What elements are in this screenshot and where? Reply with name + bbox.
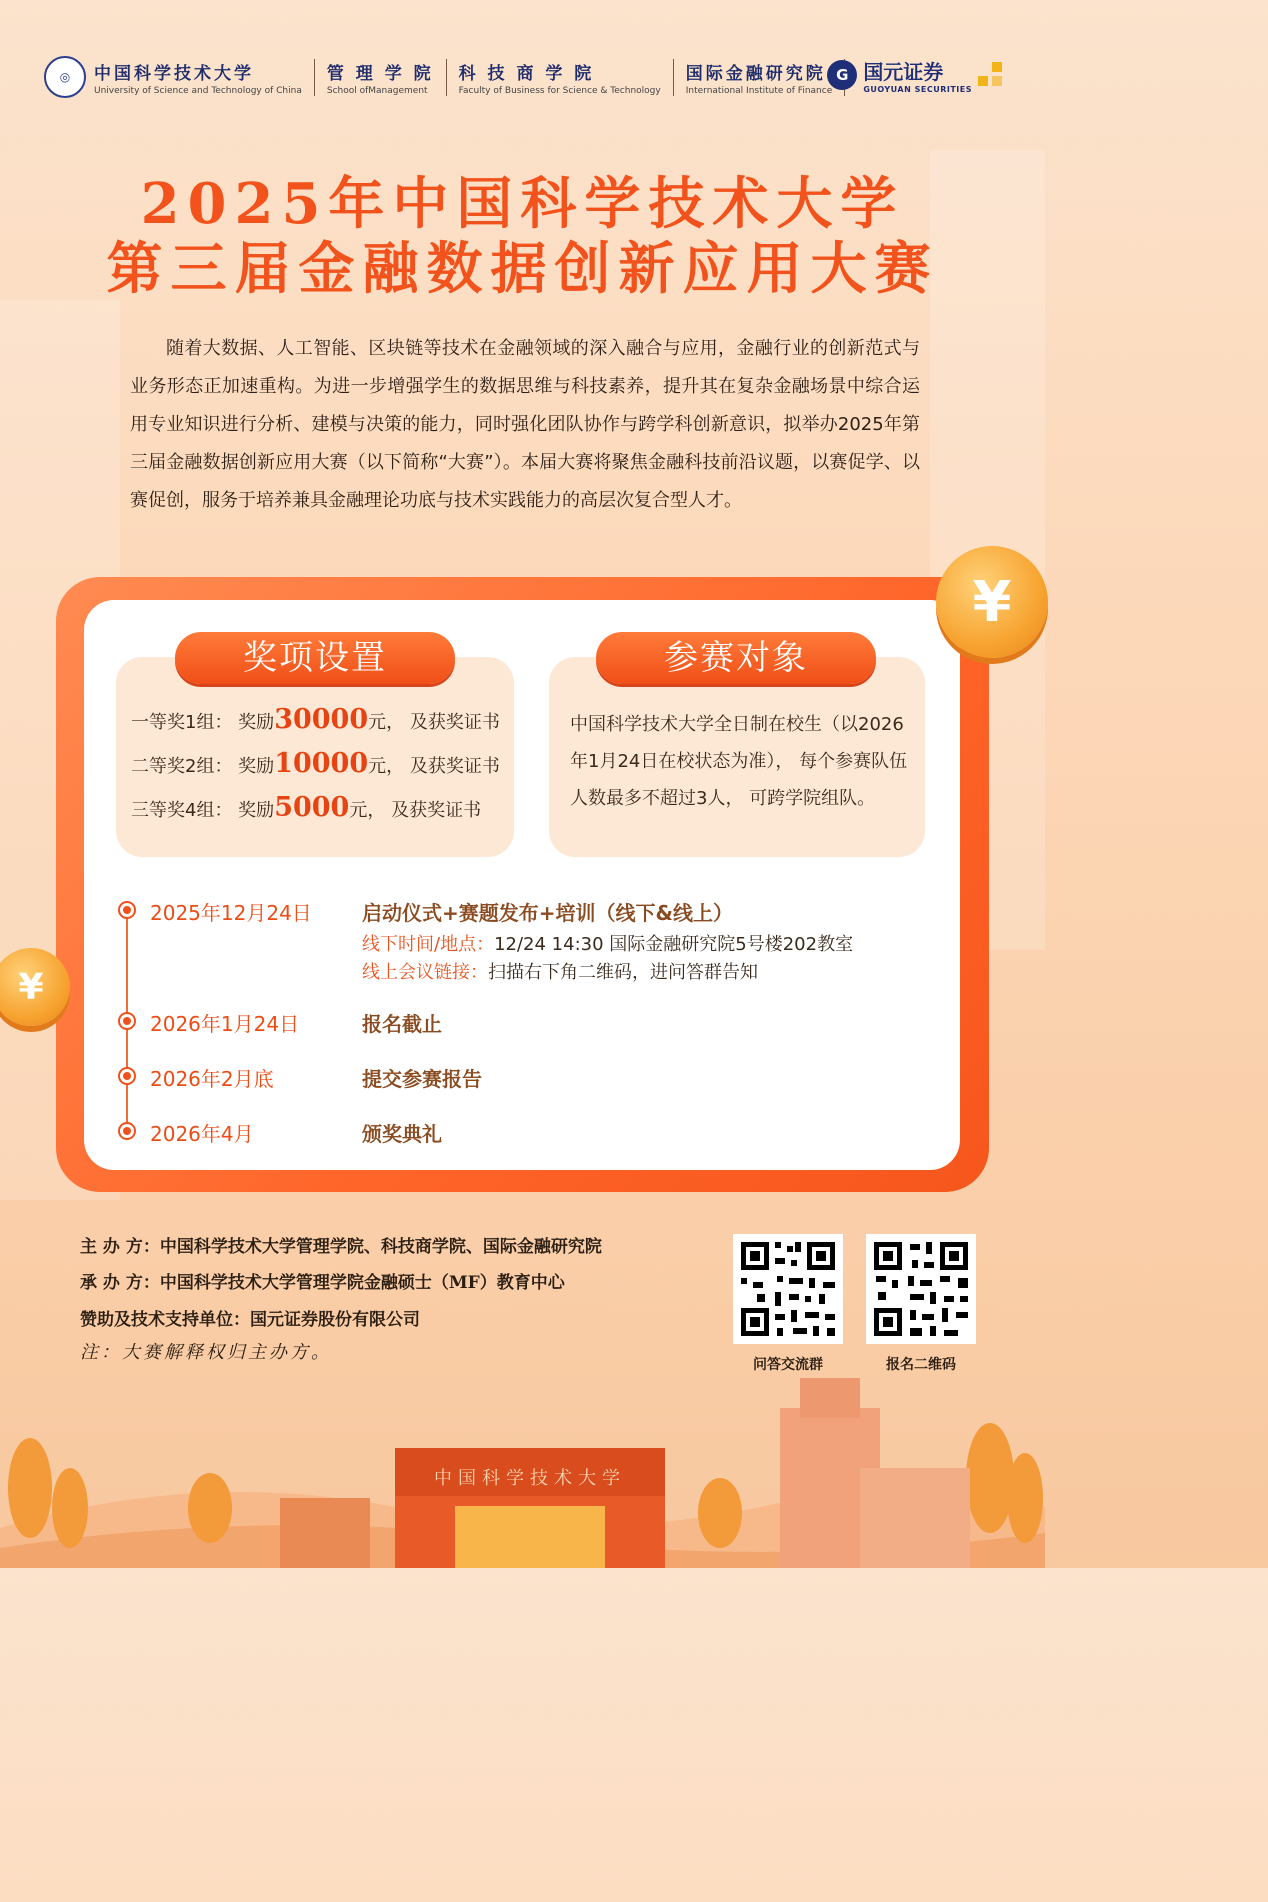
qr-code-registration[interactable] [866, 1234, 976, 1344]
logo-en: International Institute of Finance [685, 85, 833, 96]
sponsor-logo-en: GUOYUAN SECURITIES [863, 85, 972, 94]
organizer-line: 承 办 方：中国科学技术大学管理学院金融硕士（MF）教育中心 [80, 1273, 565, 1293]
poster-title-line-2: 第三届金融数据创新应用大赛 [106, 236, 939, 302]
campus-gate-inscription: 中国科学技术大学 [434, 1468, 626, 1489]
timeline-event: 颁奖典礼 [362, 1122, 442, 1146]
campus-scenery-illustration [0, 1358, 1045, 1568]
timeline-dot [118, 1067, 136, 1085]
guoyuan-mark-icon: G [827, 60, 857, 90]
timeline-detail [362, 958, 758, 984]
award-label: 二等奖2组： 奖励 [131, 756, 275, 777]
detail-value: 12/24 14:30 国际金融研究院5号楼202教室 [494, 934, 854, 955]
logo-en: Faculty of Business for Science & Technology [458, 85, 661, 96]
logo-business-school [447, 59, 674, 96]
yuan-coin-icon: ¥ [936, 546, 1048, 658]
award-row-first [131, 704, 500, 735]
intro-paragraph: 随着大数据、人工智能、区块链等技术在金融领域的深入融合与应用，金融行业的创新范式与业务形态正加速重构。为进一步增强学生的数据思维与科技素养，提升其在复杂金融场景中综合运用专业知识进行分析、建模与决策的能力，同时强化团队协作与跨学科创新意识，拟举办2025年第三届金融数据创新应用大赛（以下简称“大赛”）。本届大赛将聚焦金融科技前沿议题，以赛促学、以赛促创，服务于培养兼具金融理论功底与技术实践能力的高层次复合型人才。 [130, 338, 920, 511]
qr-code-qa-group[interactable] [733, 1234, 843, 1344]
logo-en: University of Science and Technology of China [94, 85, 302, 96]
award-amount: 30000 [274, 704, 369, 735]
qr-label-registration: 报名二维码 [886, 1357, 956, 1373]
detail-label: 线下时间/地点： [362, 934, 495, 955]
timeline-date: 2026年1月24日 [150, 1012, 300, 1036]
note-line: 注：大赛解释权归主办方。 [80, 1342, 332, 1363]
timeline-date: 2026年4月 [150, 1122, 254, 1146]
sponsor-line: 赞助及技术支持单位：国元证券股份有限公司 [80, 1310, 420, 1330]
yuan-coin-icon: ¥ [0, 948, 70, 1026]
qr-pattern-icon [866, 1234, 976, 1344]
poster-title-line-1: 2025年中国科学技术大学 [140, 171, 905, 237]
award-row-second [131, 748, 500, 779]
logo-school-of-management [315, 59, 447, 96]
target-heading: 参赛对象 [596, 632, 876, 684]
timeline-dot [118, 1012, 136, 1030]
logo-en: School ofManagement [326, 85, 428, 96]
logo-finance-institute [674, 59, 846, 96]
awards-heading: 奖项设置 [175, 632, 455, 684]
timeline-dot [118, 901, 136, 919]
qr-label-qa-group: 问答交流群 [753, 1357, 823, 1373]
award-suffix: 元， 及获奖证书 [368, 756, 500, 777]
award-label: 一等奖1组： 奖励 [131, 712, 275, 733]
detail-label: 线上会议链接： [362, 962, 488, 983]
logo-guoyuan-securities [827, 56, 1004, 94]
award-row-third [131, 792, 481, 823]
guoyuan-squares-icon [978, 62, 1004, 88]
timeline-detail [362, 930, 853, 956]
detail-value: 扫描右下角二维码，进问答群告知 [488, 962, 758, 983]
sponsor-logo-cn: 国元证券 [863, 60, 944, 84]
timeline-event: 提交参赛报告 [362, 1067, 482, 1091]
logo-cn: 科 技 商 学 院 [458, 63, 595, 84]
award-label: 三等奖4组： 奖励 [131, 800, 275, 821]
timeline-event: 报名截止 [362, 1012, 442, 1036]
timeline-date: 2026年2月底 [150, 1067, 274, 1091]
award-amount: 10000 [274, 748, 369, 779]
logo-ustc [94, 59, 315, 96]
logo-cn: 管 理 学 院 [326, 63, 434, 84]
qr-pattern-icon [733, 1234, 843, 1344]
host-line: 主 办 方：中国科学技术大学管理学院、科技商学院、国际金融研究院 [80, 1237, 602, 1257]
award-suffix: 元， 及获奖证书 [368, 712, 500, 733]
timeline-dot [118, 1122, 136, 1140]
target-description: 中国科学技术大学全日制在校生（以2026年1月24日在校状态为准）， 每个参赛队伍人数最多不超过3人， 可跨学院组队。 [570, 714, 908, 809]
award-suffix: 元， 及获奖证书 [349, 800, 482, 821]
ustc-emblem-icon: ◎ [44, 56, 86, 98]
header-logo-bar [44, 52, 1004, 102]
logo-cn: 国际金融研究院 [685, 63, 826, 84]
award-amount: 5000 [274, 792, 350, 823]
timeline-event: 启动仪式+赛题发布+培训（线下&线上） [362, 901, 733, 925]
timeline-date: 2025年12月24日 [150, 901, 312, 925]
logo-cn: 中国科学技术大学 [94, 63, 254, 84]
